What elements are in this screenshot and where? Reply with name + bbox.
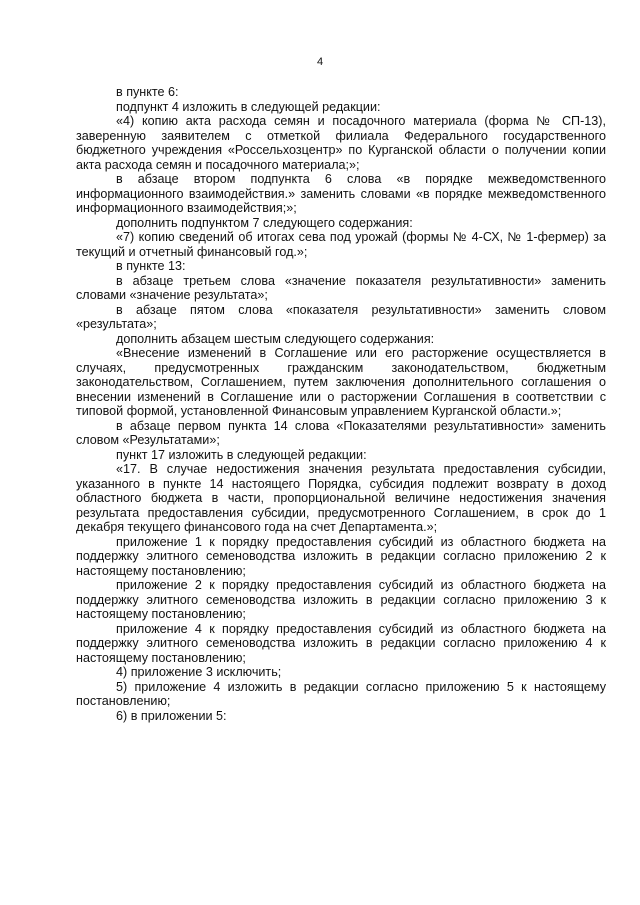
page-number: 4 [316,56,324,68]
paragraph: в абзаце третьем слова «значение показателя результативности» заменить словами «значение результата»; [76,273,606,302]
paragraph: в абзаце пятом слова «показателя результативности» заменить словом «результата»; [76,302,606,331]
paragraph: в пункте 6: [116,85,179,99]
paragraph: в абзаце первом пункта 14 слова «Показателями результативности» заменить словом «Результатами»; [76,418,606,447]
paragraph: приложение 1 к порядку предоставления субсидий из областного бюджета на поддержку элитного семеноводства изложить в редакции согласно приложению 2 к настоящему постановлению; [76,534,606,578]
paragraph: дополнить подпунктом 7 следующего содержания: [116,215,413,230]
paragraph: 5) приложение 4 изложить в редакции согласно приложению 5 к настоящему постановлению; [76,679,606,708]
paragraph: «Внесение изменений в Соглашение или его расторжение осуществляется в случаях, предусмотренных гражданским законодательством, бюджетным законодательством, Соглашением, путем заключения дополнительного соглашения о внесении изменений в Соглашение или о расторжении Соглашения в соответствии с типовой формой, установленной Финансовым управлением Курганской области.»; [76,346,606,418]
paragraph: «7) копию сведений об итогах сева под урожай (формы № 4-СХ, № 1-фермер) за текущий и отчетный финансовый год.»; [76,230,606,259]
paragraph: 4) приложение 3 исключить; [116,665,282,679]
document-body [76,85,606,723]
paragraph: в пункте 13: [116,259,186,273]
paragraph: подпункт 4 изложить в следующей редакции: [116,99,381,114]
paragraph: 6) в приложении 5: [116,708,227,723]
paragraph: «4) копию акта расхода семян и посадочного материала (форма № СП-13), заверенную заявителем с отметкой филиала Федерального государственного бюджетного учреждения «Россельхозцентр» по Курганской области о получении копии акта расхода семян и посадочного материала;»; [76,114,606,172]
paragraph: приложение 2 к порядку предоставления субсидий из областного бюджета на поддержку элитного семеноводства изложить в редакции согласно приложению 3 к настоящему постановлению; [76,578,606,621]
paragraph: в абзаце втором подпункта 6 слова «в порядке межведомственного информационного взаимодействия.» заменить словами «в порядке межведомственного информационного взаимодействия;»; [76,172,606,215]
paragraph: приложение 4 к порядку предоставления субсидий из областного бюджета на поддержку элитного семеноводства изложить в редакции согласно приложению 4 к настоящему постановлению; [76,621,606,665]
paragraph: «17. В случае недостижения значения результата предоставления субсидии, указанного в пункте 14 настоящего Порядка, субсидия подлежит возврату в доход областного бюджета в части, пропорциональной величине недостижения значения результата предоставления субсидии, предусмотренного Соглашением, в срок до 1 декабря текущего финансового года на счет Департамента.»; [76,462,606,534]
paragraph: пункт 17 изложить в следующей редакции: [116,447,367,462]
paragraph: дополнить абзацем шестым следующего содержания: [116,331,435,346]
